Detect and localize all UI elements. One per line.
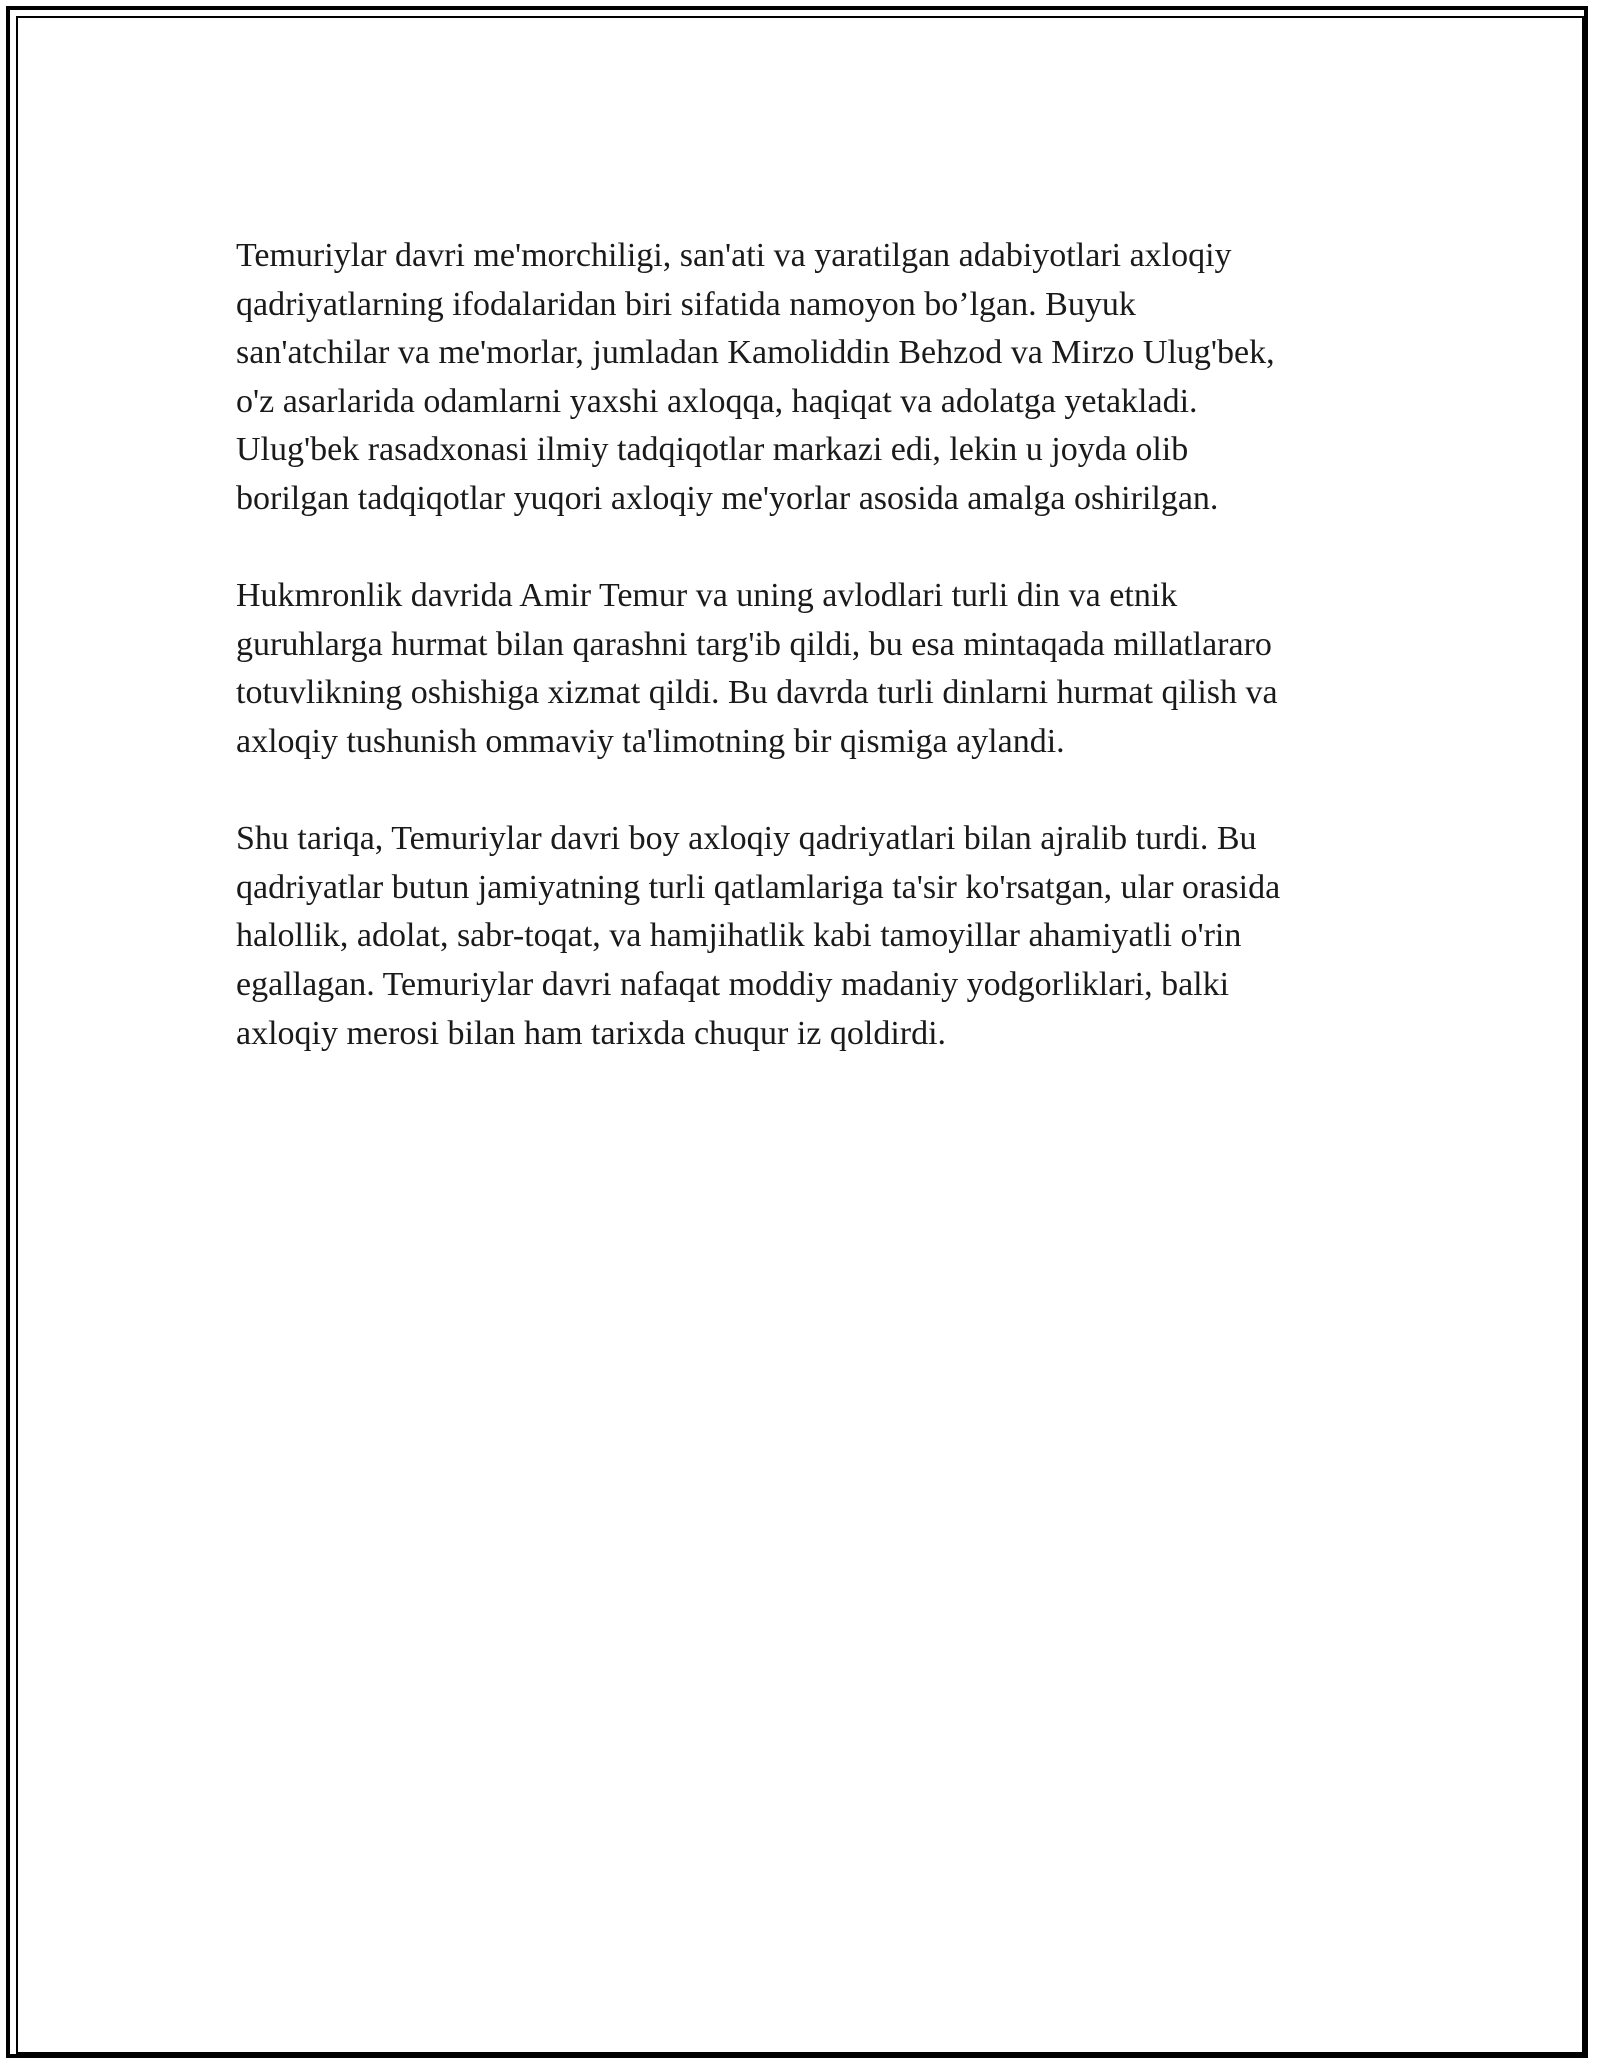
text-line: Hukmronlik davrida Amir Temur va uning avlodlari turli din va etnik [236, 577, 1178, 615]
text-line: qadriyatlar butun jamiyatning turli qatlamlariga ta'sir ko'rsatgan, ular orasida [236, 868, 1281, 906]
text-line: Shu tariqa, Temuriylar davri boy axloqiy qadriyatlari bilan ajralib turdi. Bu [236, 820, 1257, 858]
text-line: axloqiy tushunish ommaviy ta'limotning bir qismiga aylandi. [236, 722, 1065, 760]
text-line: Temuriylar davri me'morchiligi, san'ati va yaratilgan adabiyotlari axloqiy [236, 237, 1232, 274]
text-line: borilgan tadqiqotlar yuqori axloqiy me'yorlar asosida amalga oshirilgan. [236, 479, 1219, 517]
document-body [236, 232, 1376, 1107]
text-line: halollik, adolat, sabr-toqat, va hamjihatlik kabi tamoyillar ahamiyatli o'rin [236, 917, 1242, 955]
text-line: guruhlarga hurmat bilan qarashni targ'ib qildi, bu esa mintaqada millatlararo [236, 625, 1272, 663]
paragraph-1 [236, 232, 1376, 524]
text-line: o'z asarlarida odamlarni yaxshi axloqqa, haqiqat va adolatga yetakladi. [236, 382, 1198, 420]
paragraph-3 [236, 815, 1376, 1058]
text-line: qadriyatlarning ifodalaridan biri sifatida namoyon bo’lgan. Buyuk [236, 285, 1136, 323]
paragraph-2 [236, 572, 1376, 766]
text-line: totuvlikning oshishiga xizmat qildi. Bu davrda turli dinlarni hurmat qilish va [236, 674, 1278, 712]
text-line: egallagan. Temuriylar davri nafaqat moddiy madaniy yodgorliklari, balki [236, 965, 1230, 1003]
text-line: san'atchilar va me'morlar, jumladan Kamoliddin Behzod va Mirzo Ulug'bek, [236, 334, 1275, 372]
text-line: Ulug'bek rasadxonasi ilmiy tadqiqotlar markazi edi, lekin u joyda olib [236, 431, 1189, 469]
text-line: axloqiy merosi bilan ham tarixda chuqur iz qoldirdi. [236, 1014, 947, 1052]
